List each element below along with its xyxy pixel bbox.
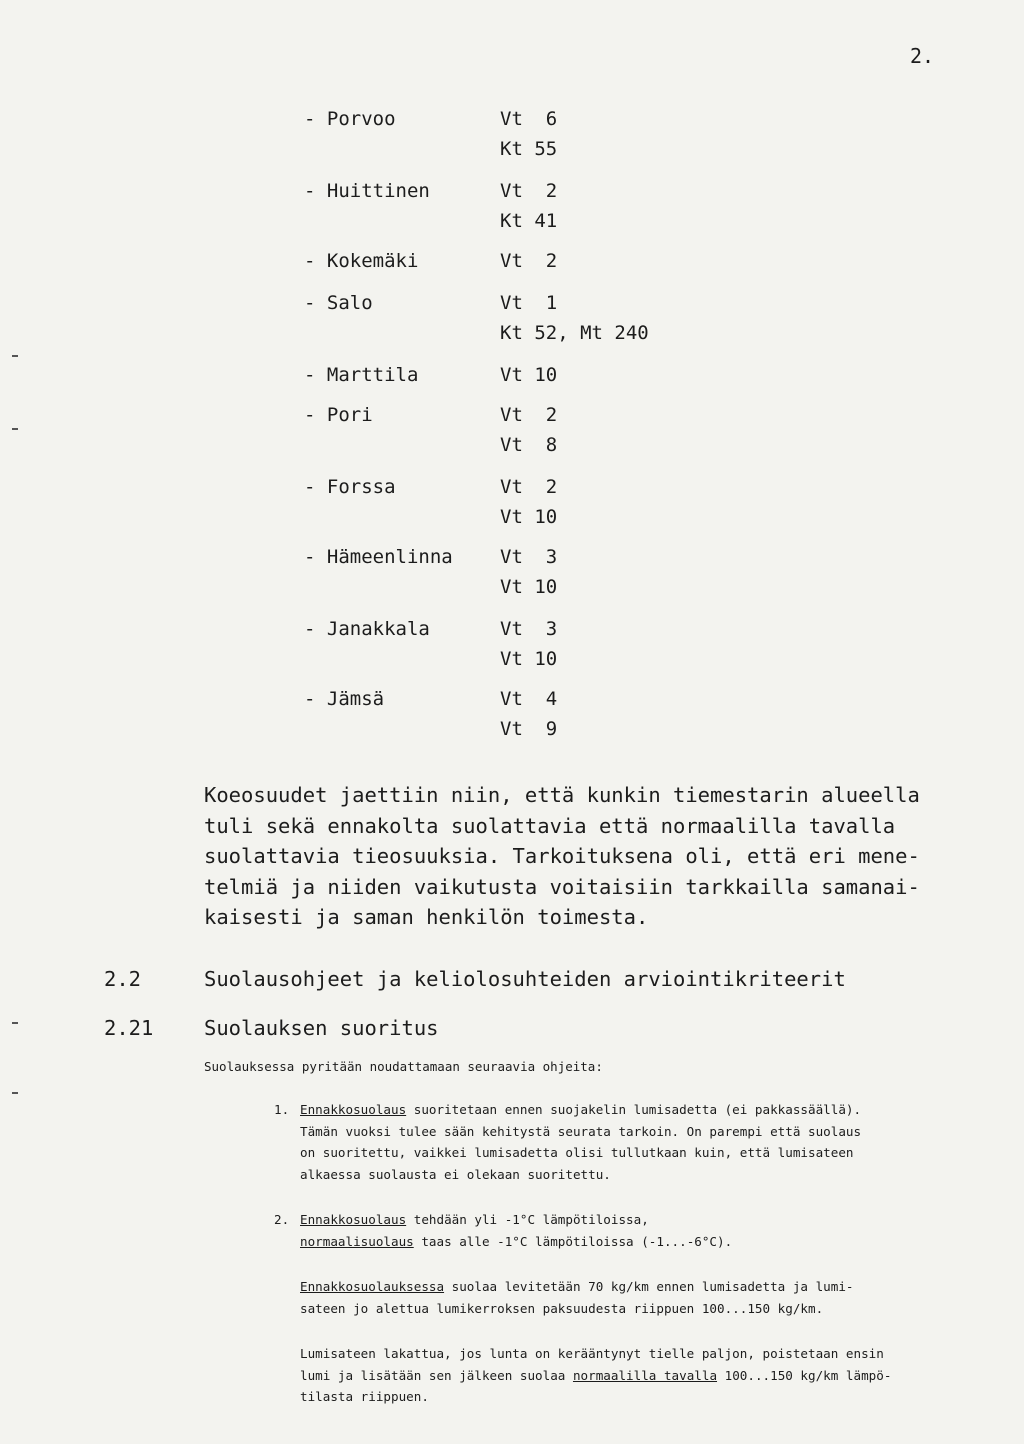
road-designation: Vt 10 xyxy=(500,506,558,528)
route-entry-janakkala xyxy=(304,614,704,684)
road-designation: Vt 10 xyxy=(500,576,558,598)
item-text: suoritetaan ennen suojakelin lumisadetta (ei pakkassäällä). xyxy=(406,1102,862,1117)
item-line: Tämän vuoksi tulee sään kehitystä seurata tarkoin. On parempi että suolaus xyxy=(300,1123,862,1139)
route-entry-porvoo xyxy=(304,104,704,176)
road-designation: Vt 4 xyxy=(500,688,558,710)
place-name: - Pori xyxy=(304,404,373,426)
item-text: suolaa levitetään 70 kg/km ennen lumisadetta ja lumi- xyxy=(444,1279,854,1294)
item-line xyxy=(300,1276,990,1298)
route-entry-salo xyxy=(304,288,704,360)
route-entry-huittinen xyxy=(304,176,704,246)
place-name: - Marttila xyxy=(304,364,419,386)
instruction-paragraph-4 xyxy=(300,1343,990,1408)
underlined-term: Ennakkosuolaus xyxy=(300,1212,407,1227)
road-designation: Vt 8 xyxy=(500,434,558,456)
road-designation: Kt 55 xyxy=(500,138,558,160)
road-designation: Kt 41 xyxy=(500,210,558,232)
instruction-paragraph-3 xyxy=(300,1276,990,1319)
page-number: 2. xyxy=(910,44,935,68)
road-list xyxy=(500,472,704,532)
road-list xyxy=(500,104,704,164)
instructions-intro: Suolauksessa pyritään noudattamaan seuraavia ohjeita: xyxy=(204,1059,603,1074)
place-name: - Huittinen xyxy=(304,180,430,202)
paragraph-line: telmiä ja niiden vaikutusta voitaisiin tarkkailla samanai- xyxy=(204,874,920,899)
place-name: - Kokemäki xyxy=(304,250,419,272)
item-line xyxy=(300,1365,990,1387)
road-designation: Vt 1 xyxy=(500,292,558,314)
instruction-item-1 xyxy=(274,1099,990,1185)
margin-mark xyxy=(12,1092,18,1094)
paragraph-line: suolattavia tieosuuksia. Tarkoituksena oli, että eri mene- xyxy=(204,844,920,868)
place-name: - Salo xyxy=(304,292,373,314)
item-text: tehdään yli -1°C lämpötiloissa, xyxy=(406,1212,649,1227)
paragraph-line: kaisesti ja saman henkilön toimesta. xyxy=(204,905,649,929)
margin-mark xyxy=(12,355,18,357)
route-entry-kokemaki xyxy=(304,246,704,288)
place-name: - Jämsä xyxy=(304,688,385,710)
item-line xyxy=(300,1231,990,1253)
underlined-term: normaalilla tavalla xyxy=(572,1367,718,1383)
section-title: Suolauksen suoritus xyxy=(204,1016,439,1040)
item-text: lumi ja lisätään sen jälkeen suolaa xyxy=(300,1367,573,1383)
section-heading-2-2 xyxy=(104,965,904,993)
item-line: tilasta riippuen. xyxy=(300,1389,429,1404)
road-designation: Vt 3 xyxy=(500,618,558,640)
route-entry-marttila xyxy=(304,360,704,400)
item-number: 2. xyxy=(274,1212,290,1227)
section-number: 2.21 xyxy=(104,1016,154,1040)
road-designation: Vt 9 xyxy=(500,718,558,740)
road-designation: Vt 3 xyxy=(500,546,558,568)
place-name: - Janakkala xyxy=(304,618,430,640)
place-name: - Forssa xyxy=(304,476,396,498)
road-list xyxy=(500,288,704,348)
paragraph-line: tuli sekä ennakolta suolattavia että normaalilla tavalla xyxy=(204,813,896,838)
road-designation: Vt 2 xyxy=(500,180,558,202)
route-entry-pori xyxy=(304,400,704,472)
item-line: Lumisateen lakattua, jos lunta on kerääntynyt tielle paljon, poistetaan ensin xyxy=(300,1346,884,1361)
section-number: 2.2 xyxy=(104,967,142,991)
road-list xyxy=(500,542,704,602)
margin-mark xyxy=(12,428,18,430)
road-list xyxy=(500,176,704,236)
road-designation: Vt 10 xyxy=(500,364,558,386)
road-list xyxy=(500,246,704,276)
paragraph-line: Koeosuudet jaettiin niin, että kunkin tiemestarin alueella xyxy=(204,783,920,807)
item-line: on suoritettu, vaikkei lumisadetta olisi tullutkaan kuin, että lumisateen xyxy=(300,1145,854,1160)
road-list xyxy=(500,684,704,744)
item-line: alkaessa suolausta ei olekaan suoritettu. xyxy=(300,1166,611,1182)
route-entry-hameenlinna xyxy=(304,542,704,614)
road-list xyxy=(500,614,704,674)
underlined-term: normaalisuolaus xyxy=(300,1233,414,1249)
item-line xyxy=(300,1099,990,1121)
route-entry-forssa xyxy=(304,472,704,542)
route-list xyxy=(304,104,704,756)
section-heading-2-21 xyxy=(104,1014,904,1042)
item-text: taas alle -1°C lämpötiloissa (-1...-6°C). xyxy=(413,1233,733,1249)
margin-mark xyxy=(12,1022,18,1024)
section-title: Suolausohjeet ja keliolosuhteiden arviointikriteerit xyxy=(204,967,846,991)
road-designation: Vt 2 xyxy=(500,476,558,498)
place-name: - Hämeenlinna xyxy=(304,546,453,568)
road-designation: Vt 2 xyxy=(500,404,558,426)
item-line: sateen jo alettua lumikerroksen paksuudesta riippuen 100...150 kg/km. xyxy=(300,1300,824,1316)
body-paragraph xyxy=(204,780,944,933)
route-entry-jamsa xyxy=(304,684,704,756)
instruction-item-2 xyxy=(274,1209,990,1252)
item-line xyxy=(300,1209,990,1231)
underlined-term: Ennakkosuolaus xyxy=(300,1102,407,1117)
road-designation: Vt 10 xyxy=(500,648,558,670)
item-number: 1. xyxy=(274,1102,290,1117)
item-text: 100...150 kg/km lämpö- xyxy=(717,1367,892,1383)
road-designation: Vt 2 xyxy=(500,250,558,272)
road-designation: Vt 6 xyxy=(500,108,558,130)
road-list xyxy=(500,400,704,460)
underlined-term: Ennakkosuolauksessa xyxy=(300,1279,445,1294)
place-name: - Porvoo xyxy=(304,108,396,130)
road-list xyxy=(500,360,704,390)
road-designation: Kt 52, Mt 240 xyxy=(500,322,649,344)
